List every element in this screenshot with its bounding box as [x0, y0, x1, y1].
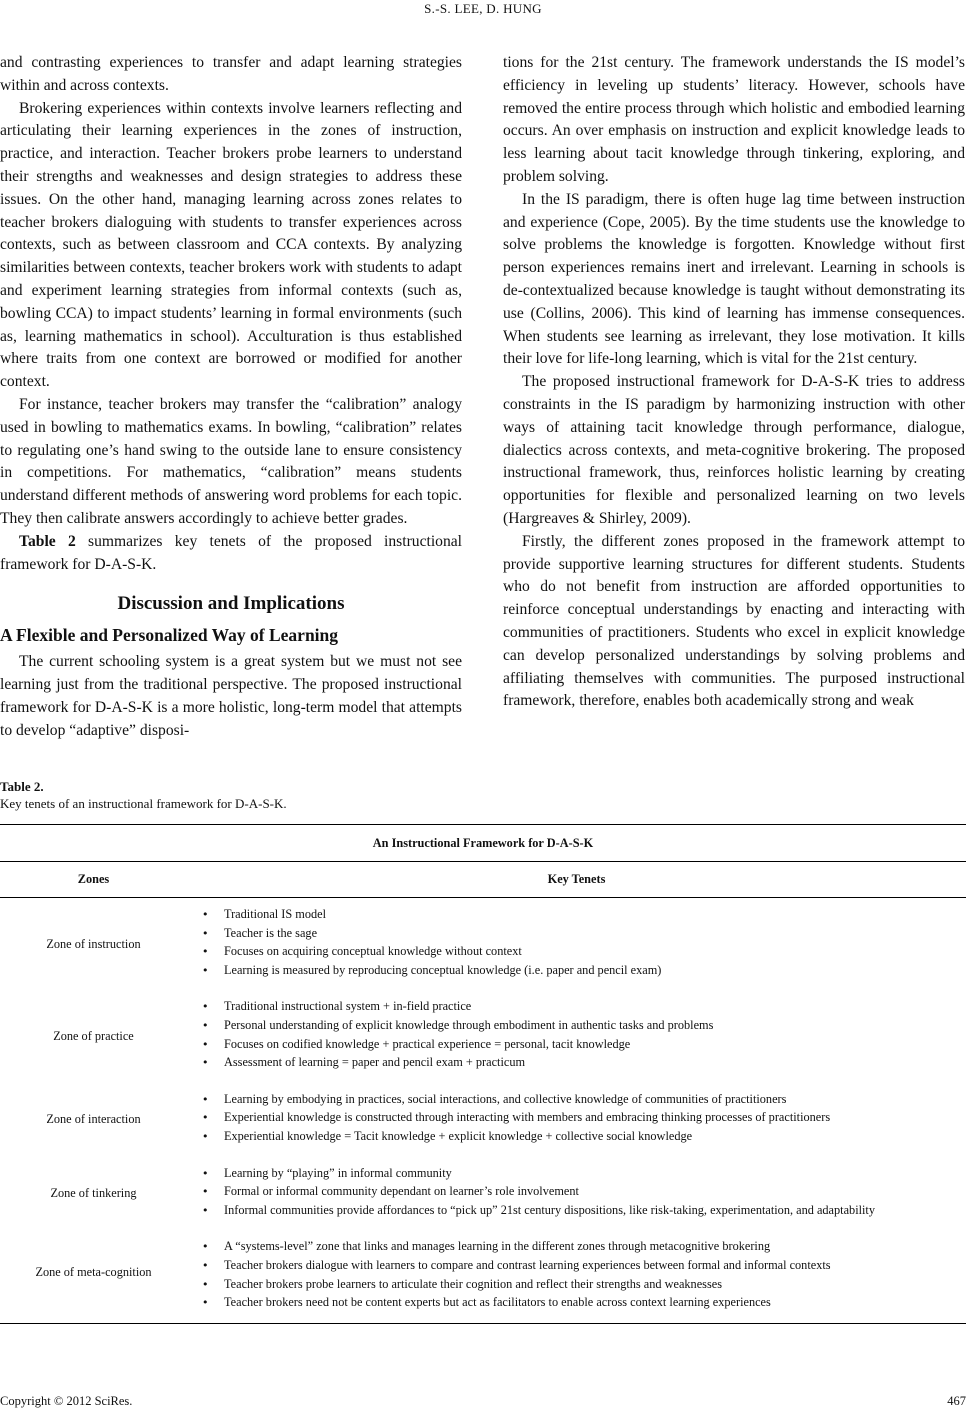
table-row [0, 1157, 966, 1231]
body-paragraph: The proposed instructional framework for D-A-S-K tries to address constraints in the IS paradigm by harmonizing instruction with other ways of attaining tacit knowledge through performance, dialogue, dialectics across contexts, and meta-cognitive brokering. The proposed instructional framework, thus, reinforces holistic learning by creating opportunities for flexible and personalized learning on two levels (Hargreaves & Shirley, 2009). [503, 373, 965, 527]
right-column [503, 52, 965, 713]
table-caption [0, 778, 287, 812]
tenet-list [187, 998, 946, 1071]
body-paragraph: Brokering experiences within contexts involve learners reflecting and articulating their learning experiences in the zones of instruction, practice, and interaction. Teacher brokers probe learners to understand their strengths and weaknesses and design strategies to address these issues. On the other hand, managing learning across zones relates to teacher brokers dialoguing with students to transfer experiences across contexts, such as between classroom and CCA contexts. By analyzing similarities between contexts, teacher brokers work with students to adapt and experiment learning strategies from informal contexts (such as, bowling CCA) to impact students’ learning in formal environments (such as, learning mathematics in school). Acculturation is thus established where traits from one context are borrowed or modified for another context. [0, 99, 462, 391]
tenets-cell [187, 1157, 966, 1231]
tenet-item: • Experiential knowledge is constructed through interacting with members and embracing thinking processes of practitioners [187, 1109, 946, 1126]
tenet-item: • Learning by “playing” in informal community [187, 1165, 946, 1182]
subsection-heading: A Flexible and Personalized Way of Learning [0, 625, 339, 646]
body-paragraph: and contrasting experiences to transfer and adapt learning strategies within and across contexts. [0, 54, 462, 94]
tenet-item: • Assessment of learning = paper and pencil exam + practicum [187, 1054, 946, 1071]
tenet-item: • Teacher brokers dialogue with learners to compare and contrast learning experiences between formal and informal contexts [187, 1257, 946, 1274]
tenet-item: • Formal or informal community dependant on learner’s role involvement [187, 1183, 946, 1200]
tenets-table [0, 824, 966, 1324]
tenet-list [187, 1165, 946, 1219]
tenet-item: • Teacher is the sage [187, 925, 946, 942]
zone-cell: Zone of practice [53, 1029, 134, 1044]
body-paragraph: tions for the 21st century. The framework understands the IS model’s efficiency in leveling up students’ literacy. However, schools have removed the entire process through which holistic and embodied learning occurs. An over emphasis on instruction and explicit knowledge leads to less learning about tacit knowledge through tinkering, exploring, and problem solving. [503, 54, 965, 185]
table-body [0, 898, 966, 1324]
zone-cell: Zone of meta-cognition [0, 1230, 187, 1323]
zone-cell: Zone of tinkering [50, 1185, 137, 1200]
tenet-item: • Learning by embodying in practices, social interactions, and collective knowledge of communities of practitioners [187, 1091, 946, 1108]
tenet-item: • Informal communities provide affordances to “pick up” 21st century dispositions, like risk-taking, experimentation, and adaptability [187, 1202, 946, 1219]
tenet-item: • Traditional instructional system + in-field practice [187, 998, 946, 1015]
tenet-list [187, 906, 946, 979]
tenets-cell [187, 1230, 966, 1323]
tenet-list [187, 1238, 946, 1311]
paragraph-text: summarizes key tenets of the proposed instructional framework for D-A-S-K. [0, 532, 463, 573]
body-paragraph: The current schooling system is a great system but we must not see learning just from the traditional perspective. The proposed instructional framework for D-A-S-K is a more holistic, long-term model that attempts to develop “adaptive” disposi- [0, 653, 462, 739]
tenet-item: • Traditional IS model [187, 906, 946, 923]
table-row [0, 898, 966, 991]
body-paragraph: For instance, teacher brokers may transfer the “calibration” analogy used in bowling to mathematics exams. In bowling, “calibration” relates to regulating one’s hand swing to the outside lane to ensure consistency in competitions. For mathematics, “calibration” means students understand different methods of answering word problems for each topic. They then calibrate answers accordingly to achieve better grades. [0, 395, 462, 527]
tenet-item: • Learning is measured by reproducing conceptual knowledge (i.e. paper and pencil exam) [187, 962, 946, 979]
tenet-item: • A “systems-level” zone that links and manages learning in the different zones through metacognitive brokering [187, 1238, 946, 1255]
body-paragraph: In the IS paradigm, there is often huge lag time between instruction and experience (Cope, 2005). By the time students use the knowledge to solve problems the knowledge is forgotten. Knowledge without first person experiences remains inert and irrelevant. Learning in schools is de-contextualized because knowledge is taught without demonstrating its use (Collins, 2006). This kind of learning has immense consequences. When students see learning as irrelevant, they lose motivation. It kills their love for life-long learning, which is vital for the 21st century. [503, 190, 965, 368]
tenet-item: • Teacher brokers probe learners to articulate their cognition and reflect their strengths and weaknesses [187, 1276, 946, 1293]
copyright-notice: Copyright © 2012 SciRes. [0, 1394, 133, 1408]
left-column [0, 52, 462, 743]
tenets-cell [187, 898, 966, 991]
body-paragraph [0, 531, 462, 577]
tenet-item: • Personal understanding of explicit knowledge through embodiment in authentic tasks and problems [187, 1017, 946, 1034]
table-label: Table 2. [0, 779, 44, 794]
tenet-item: • Experiential knowledge = Tacit knowledge + explicit knowledge + collective social knowledge [187, 1128, 946, 1145]
page-number: 467 [947, 1394, 966, 1408]
tenets-cell [187, 990, 966, 1082]
column-header-key-tenets: Key Tenets [187, 862, 966, 898]
running-head: S.-S. LEE, D. HUNG [424, 1, 542, 16]
tenet-item: • Focuses on codified knowledge + practical experience = personal, tacit knowledge [187, 1036, 946, 1053]
zone-cell: Zone of instruction [46, 936, 141, 951]
tenet-list [187, 1091, 946, 1145]
table-row [0, 1083, 966, 1157]
column-header-zones: Zones [0, 862, 187, 898]
table-caption-text: Key tenets of an instructional framework for D-A-S-K. [0, 796, 287, 811]
table-row [0, 990, 966, 1082]
table-row [0, 1230, 966, 1323]
tenet-item: • Focuses on acquiring conceptual knowledge without context [187, 943, 946, 960]
body-paragraph: Firstly, the different zones proposed in the framework attempt to provide supportive learning structures for different students. Students who do not benefit from instruction are afforded opportunities to reinforce conceptual understandings by enacting and interacting with communities of practitioners. Students who excel in explicit knowledge can develop personalized understandings by solving problems and affiliating themselves with communities. The purposed instructional framework, therefore, enables both academically strong and weak [503, 532, 965, 710]
tenets-cell [187, 1083, 966, 1157]
table-main-header: An Instructional Framework for D-A-S-K [0, 825, 966, 862]
tenet-item: • Teacher brokers need not be content experts but act as facilitators to enable across context learning experiences [187, 1294, 946, 1311]
table-reference: Table 2 [19, 532, 76, 550]
section-heading: Discussion and Implications [117, 593, 345, 615]
zone-cell: Zone of interaction [46, 1112, 141, 1127]
